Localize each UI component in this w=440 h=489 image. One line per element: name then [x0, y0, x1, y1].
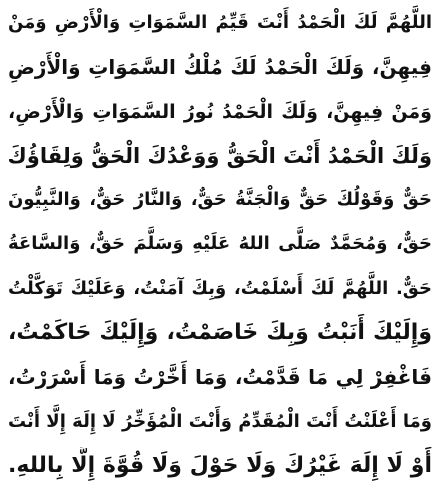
text-line-1: اللَّهُمَّ لَكَ الْحَمْدُ أَنْتَ قَيِّمُ السَّمَوَاتِ وَالْأَرْضِ وَمَنْ	[8, 12, 432, 33]
text-line-4: وَلَكَ الْحَمْدُ أَنْتَ الْحَقُّ وَوَعْدُكَ الْحَقُّ وَلِقَاؤُكَ	[8, 143, 432, 168]
text-line-9: فَاغْفِرْ لِي مَا قَدَّمْتُ، وَمَا أَخَّرْتُ وَمَا أَسْرَرْتُ،	[8, 365, 432, 390]
dua-text-block	[8, 4, 432, 485]
text-line-7: حَقٌّ. اللَّهُمَّ لَكَ أَسْلَمْتُ، وَبِكَ آمَنْتُ، وَعَلَيْكَ تَوَكَّلْتُ	[8, 277, 432, 299]
text-line-6: حَقٌّ، وَمُحَمَّدٌ صَلَّى اللهُ عَلَيْهِ وَسَلَّمَ حَقٌّ، وَالسَّاعَةُ	[8, 233, 432, 255]
text-line-3: وَمَنْ فِيهِنَّ، وَلَكَ الْحَمْدُ نُورُ السَّمَوَاتِ وَالْأَرْضِ،	[8, 100, 432, 123]
text-line-11: أَوْ لَا إِلَهَ غَيْرُكَ وَلَا حَوْلَ وَلَا قُوَّةَ إِلَّا بِاللهِ.	[8, 452, 432, 478]
text-line-2: فِيهِنَّ، وَلَكَ الْحَمْدُ لَكَ مُلْكُ السَّمَوَاتِ وَالْأَرْضِ	[8, 55, 432, 80]
text-line-10: وَمَا أَعْلَنْتُ أَنْتَ الْمُقَدِّمُ وَأَنْتَ الْمُؤَخِّرُ لَا إِلَهَ إِلَّا أَنْتَ	[8, 410, 432, 432]
text-line-8: وَإِلَيْكَ أَنَبْتُ وَبِكَ خَاصَمْتُ، وَإِلَيْكَ حَاكَمْتُ،	[8, 320, 432, 346]
text-line-5: حَقٌّ وَقَوْلُكَ حَقٌّ وَالْجَنَّةُ حَقٌّ، وَالنَّارُ حَقٌّ، وَالنَّبِيُّونَ	[8, 189, 432, 211]
